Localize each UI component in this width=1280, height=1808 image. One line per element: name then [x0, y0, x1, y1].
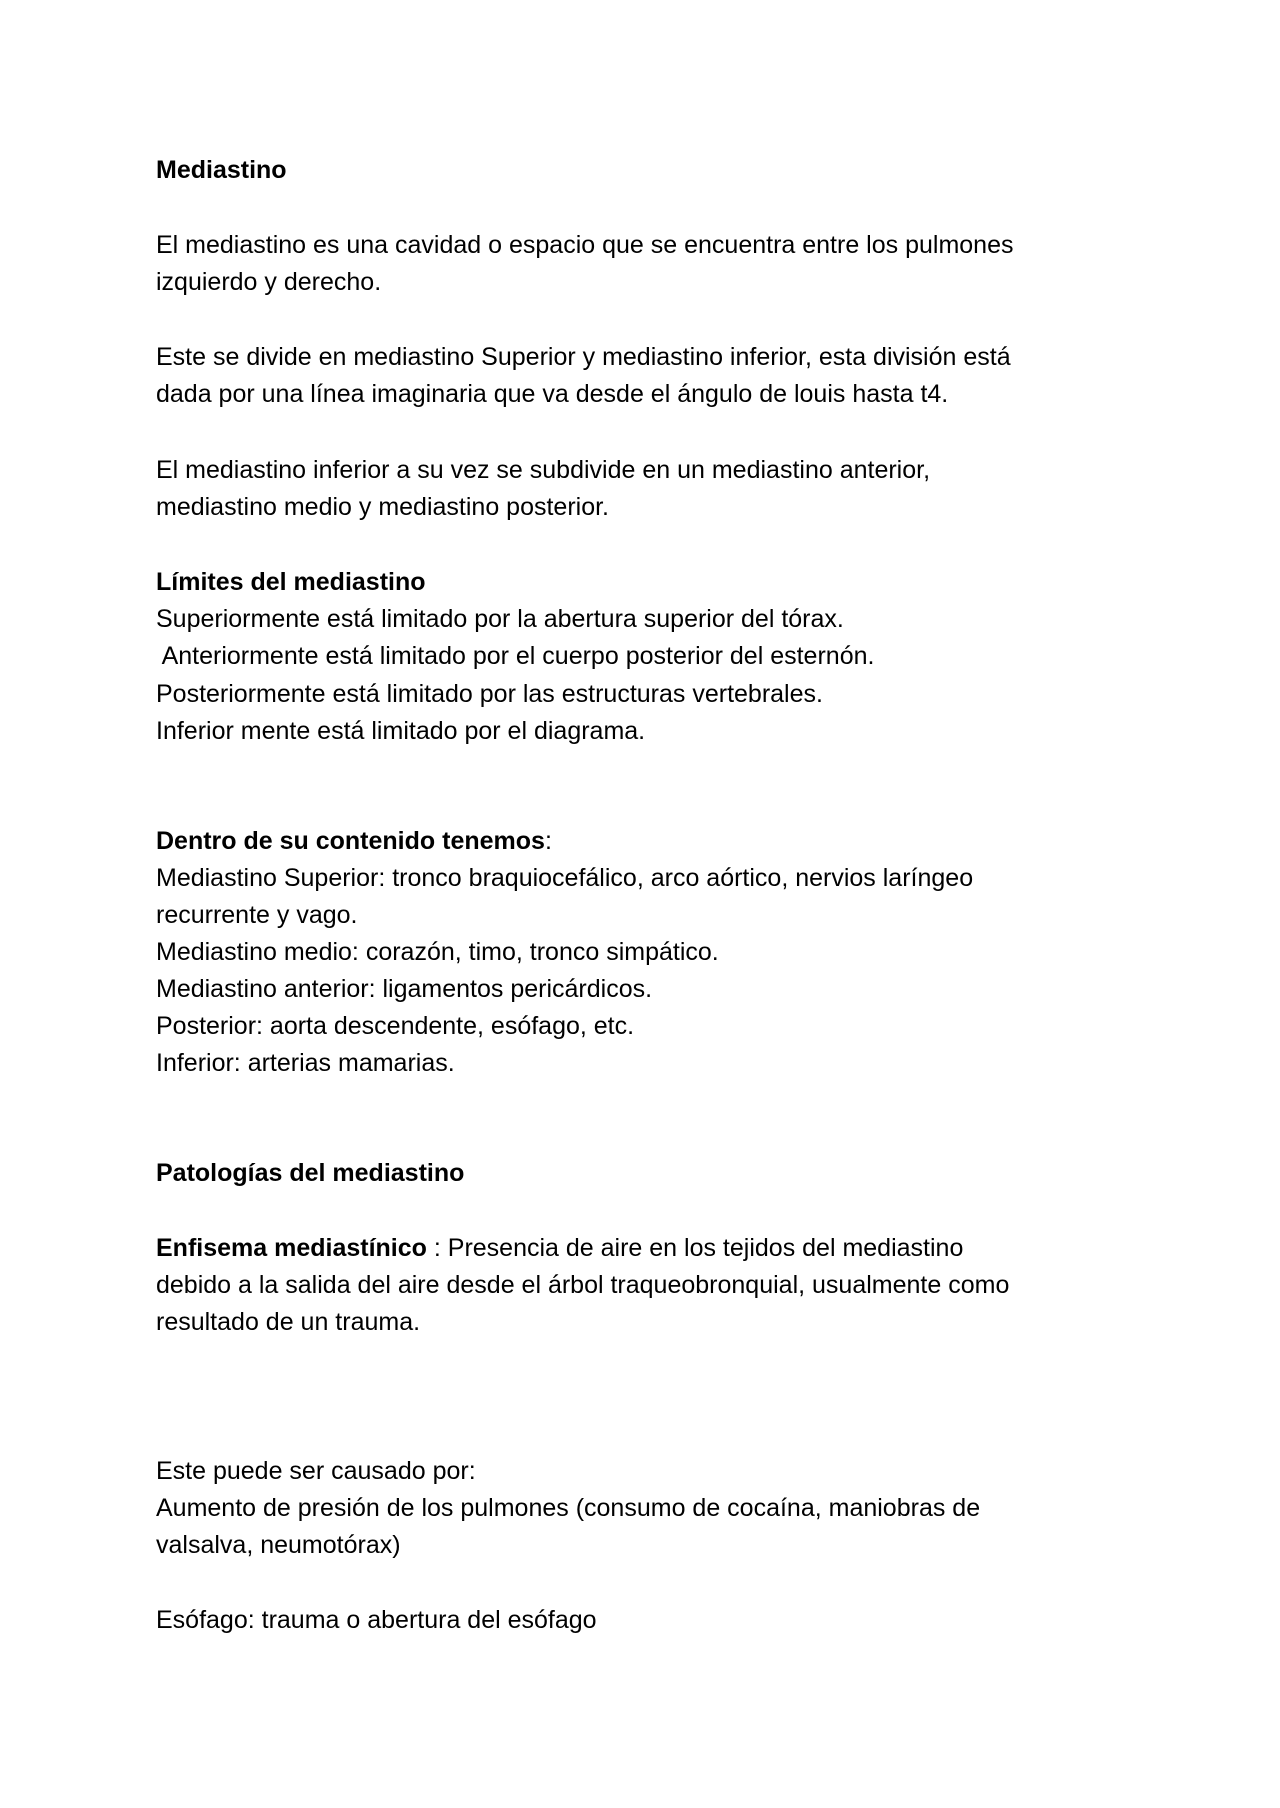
- contenido-item: Mediastino Superior: tronco braquiocefálico, arco aórtico, nervios laríngeo: [156, 864, 974, 892]
- page-title: Mediastino: [156, 156, 287, 184]
- enfisema-line-3: resultado de un trauma.: [156, 1308, 421, 1336]
- patologias-heading: Patologías del mediastino: [156, 1159, 465, 1187]
- limites-item: Posteriormente está limitado por las estructuras vertebrales.: [156, 680, 823, 708]
- contenido-item: recurrente y vago.: [156, 901, 358, 929]
- enfisema-line-1: [156, 1233, 963, 1263]
- causa-2: Esófago: trauma o abertura del esófago: [156, 1606, 597, 1634]
- contenido-item: Posterior: aorta descendente, esófago, etc.: [156, 1012, 635, 1040]
- contenido-heading-colon: :: [544, 827, 552, 855]
- contenido-item: Mediastino anterior: ligamentos pericárdicos.: [156, 975, 653, 1003]
- enfisema-line-2: debido a la salida del aire desde el árbol traqueobronquial, usualmente como: [156, 1271, 1010, 1299]
- intro-paragraph-2-line-2: dada por una línea imaginaria que va desde el ángulo de louis hasta t4.: [156, 380, 949, 408]
- causa-1-line-2: valsalva, neumotórax): [156, 1531, 401, 1559]
- intro-paragraph-1-line-1: El mediastino es una cavidad o espacio que se encuentra entre los pulmones: [156, 231, 1014, 259]
- intro-paragraph-2-line-1: Este se divide en mediastino Superior y mediastino inferior, esta división está: [156, 343, 1011, 371]
- intro-paragraph-3-line-2: mediastino medio y mediastino posterior.: [156, 493, 610, 521]
- limites-heading: Límites del mediastino: [156, 568, 426, 596]
- contenido-item: Mediastino medio: corazón, timo, tronco simpático.: [156, 938, 719, 966]
- contenido-item: Inferior: arterias mamarias.: [156, 1049, 455, 1077]
- intro-paragraph-1-line-2: izquierdo y derecho.: [156, 268, 382, 296]
- contenido-heading: [156, 826, 552, 856]
- enfisema-term: Enfisema mediastínico: [156, 1234, 427, 1262]
- intro-paragraph-3-line-1: El mediastino inferior a su vez se subdivide en un mediastino anterior,: [156, 456, 931, 484]
- enfisema-definition-start: : Presencia de aire en los tejidos del mediastino: [426, 1234, 964, 1262]
- causa-1-line-1: Aumento de presión de los pulmones (consumo de cocaína, maniobras de: [156, 1494, 981, 1522]
- contenido-heading-text: Dentro de su contenido tenemos: [156, 827, 545, 855]
- limites-item: Superiormente está limitado por la abertura superior del tórax.: [156, 605, 844, 633]
- limites-item: Inferior mente está limitado por el diagrama.: [156, 717, 646, 745]
- causas-intro: Este puede ser causado por:: [156, 1457, 476, 1485]
- limites-item: Anteriormente está limitado por el cuerpo posterior del esternón.: [156, 642, 875, 670]
